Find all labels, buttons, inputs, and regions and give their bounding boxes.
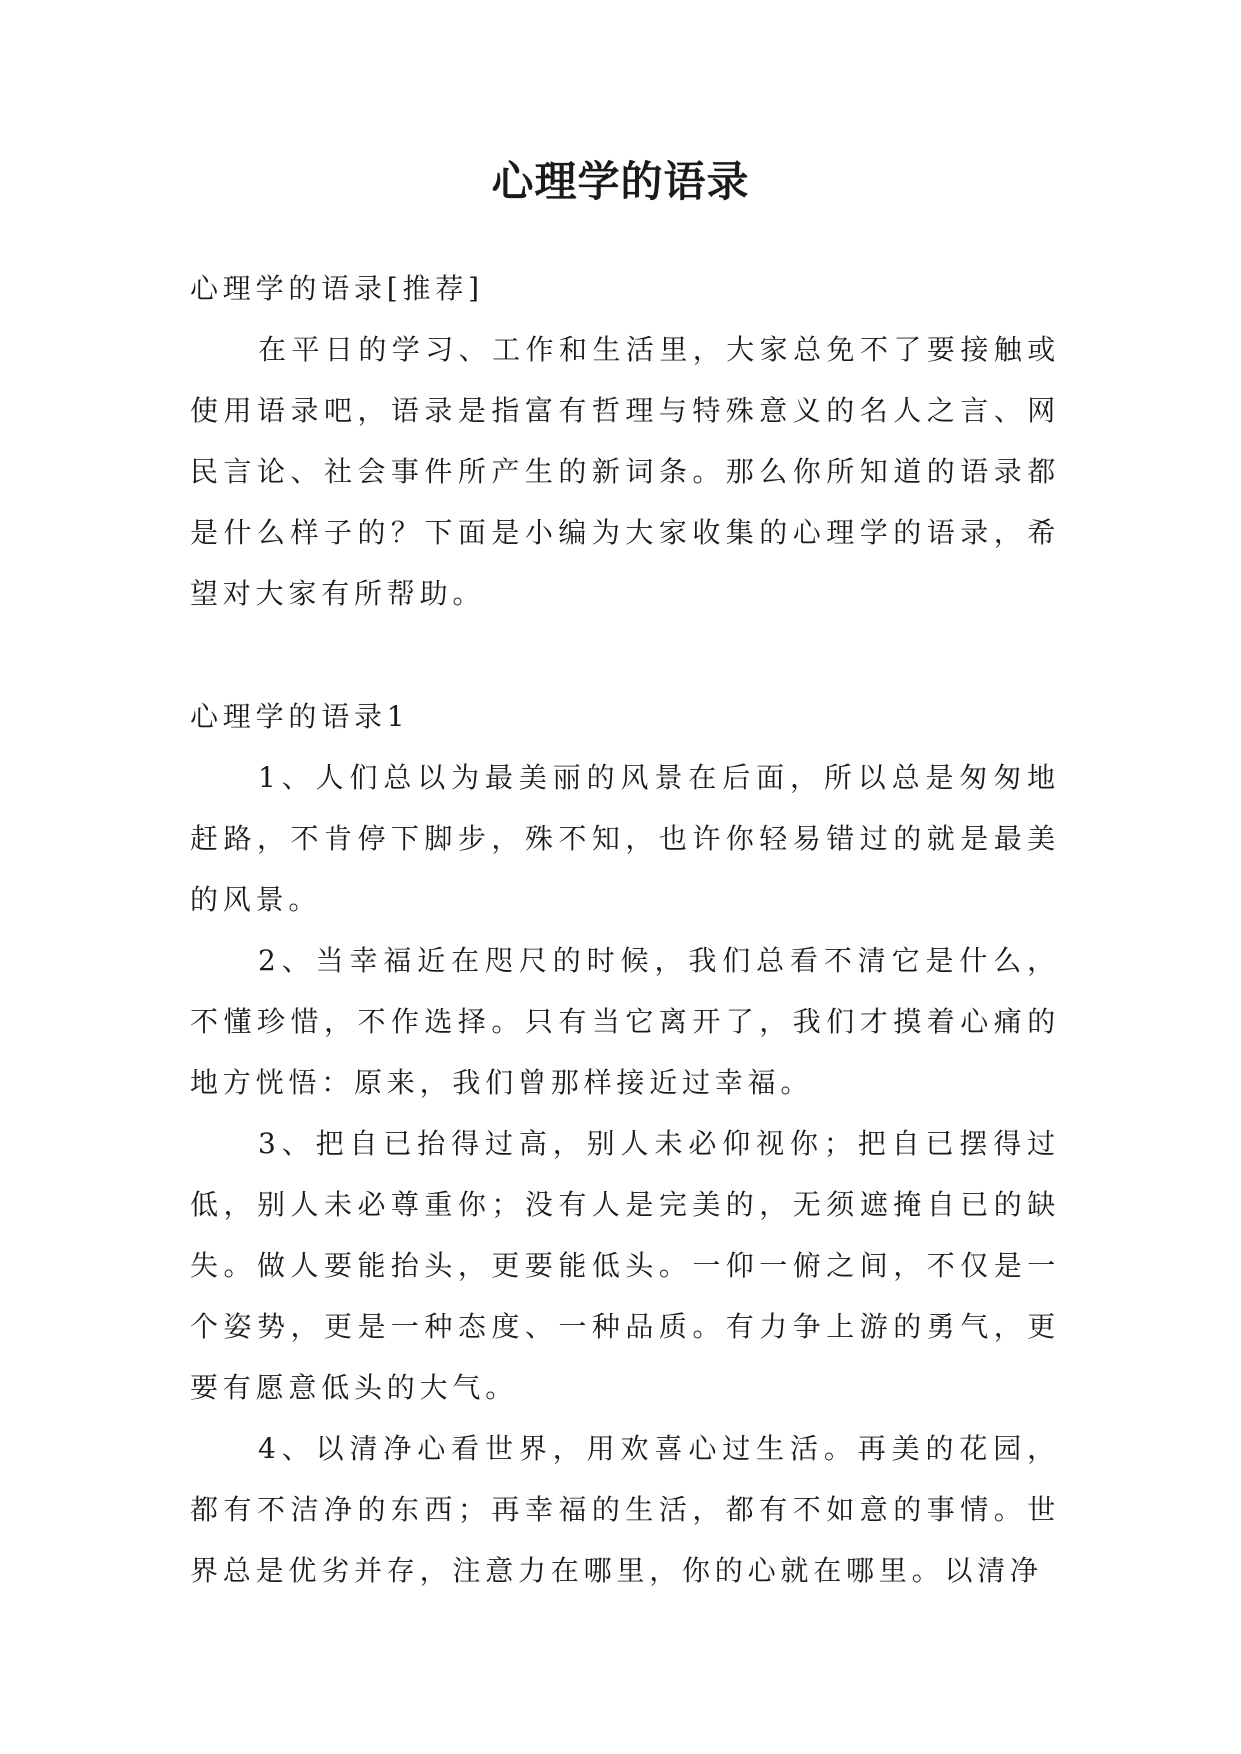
section-spacer bbox=[190, 624, 1060, 686]
intro-paragraph: 在平日的学习、工作和生活里，大家总免不了要接触或使用语录吧，语录是指富有哲理与特殊意义的名人之言、网民言论、社会事件所产生的新词条。那么你所知道的语录都是什么样子的？下面是小编为大家收集的心理学的语录，希望对大家有所帮助。 bbox=[190, 333, 1060, 610]
quote-item-2: 2、当幸福近在咫尺的时候，我们总看不清它是什么，不懂珍惜，不作选择。只有当它离开了，我们才摸着心痛的地方恍悟：原来，我们曾那样接近过幸福。 bbox=[190, 944, 1060, 1099]
section-heading: 心理学的语录1 bbox=[190, 700, 410, 733]
quote-item-4: 4、以清净心看世界，用欢喜心过生活。再美的花园，都有不洁净的东西；再幸福的生活，都有不如意的事情。世界总是优劣并存，注意力在哪里，你的心就在哪里。以清净 bbox=[190, 1432, 1060, 1587]
document-title: 心理学的语录 bbox=[491, 157, 750, 206]
document-body bbox=[190, 258, 1060, 1601]
quote-item-1: 1、人们总以为最美丽的风景在后面，所以总是匆匆地赶路，不肯停下脚步，殊不知，也许你轻易错过的就是最美的风景。 bbox=[190, 761, 1060, 916]
quote-item-3: 3、把自已抬得过高，别人未必仰视你；把自已摆得过低，别人未必尊重你；没有人是完美的，无须遮掩自已的缺失。做人要能抬头，更要能低头。一仰一俯之间，不仅是一个姿势，更是一种态度、一种品质。有力争上游的勇气，更要有愿意低头的大气。 bbox=[190, 1127, 1060, 1404]
document-subtitle: 心理学的语录[推荐] bbox=[190, 272, 484, 305]
